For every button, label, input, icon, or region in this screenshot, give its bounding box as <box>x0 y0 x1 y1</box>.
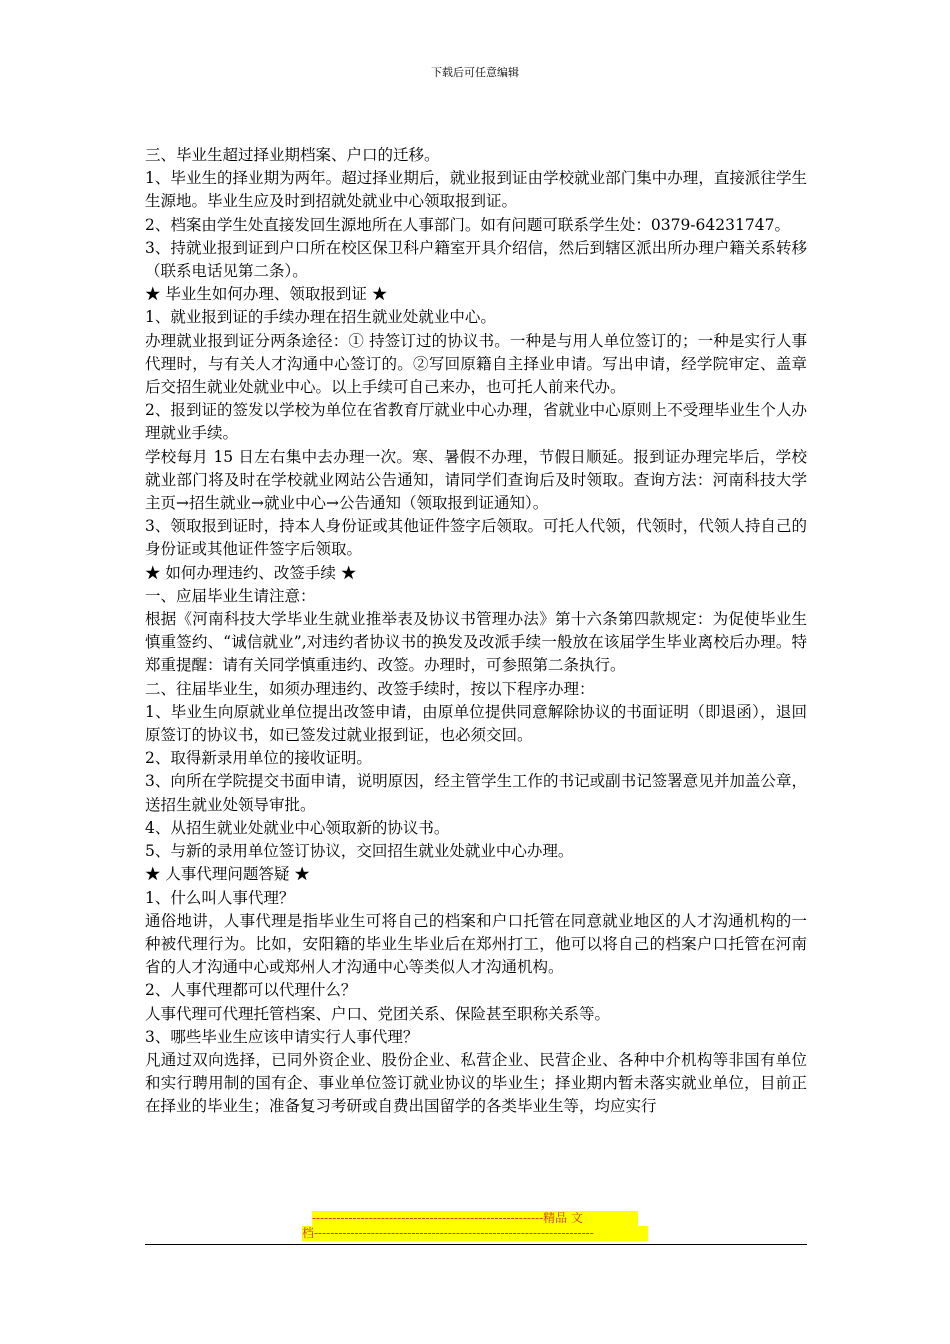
paragraph: 3、哪些毕业生应该申请实行人事代理？ <box>145 1027 419 1046</box>
paragraph: 2、报到证的签发以学校为单位在省教育厅就业中心办理，省就业中心原则上不受理毕业生个人办理就业手续。 <box>145 401 807 443</box>
paragraph: 2、档案由学生处直接发回生源地所在人事部门。如有问题可联系学生处：0379-64231747。 <box>145 215 790 234</box>
paragraph: 2、人事代理都可以代理什么？ <box>145 981 357 1000</box>
page-header: 下载后可任意编辑 <box>431 66 519 79</box>
paragraph: 1、就业报到证的手续办理在招生就业处就业中心。 <box>145 308 496 327</box>
section-heading: ★ 人事代理问题答疑 ★ <box>145 865 310 884</box>
footer-divider <box>145 1244 807 1245</box>
paragraph: 1、毕业生的择业期为两年。超过择业期后，就业报到证由学校就业部门集中办理，直接派往学生生源地。毕业生应及时到招就处就业中心领取报到证。 <box>145 169 807 211</box>
paragraph: 1、毕业生向原就业单位提出改签申请，由原单位提供同意解除协议的书面证明（即退函），退回原签订的协议书，如已签发过就业报到证，也必须交回。 <box>145 702 807 745</box>
section-heading: ★ 如何办理违约、改签手续 ★ <box>145 563 357 582</box>
section-heading: 三、毕业生超过择业期档案、户口的迁移。 <box>145 146 440 164</box>
footer-banner-line: ---------------------------------------------------------精品 文 <box>312 1211 638 1226</box>
paragraph: 二、往届毕业生，如须办理违约、改签手续时，按以下程序办理： <box>145 679 595 698</box>
paragraph: 5、与新的录用单位签订协议，交回招生就业处就业中心办理。 <box>145 842 574 861</box>
paragraph: 办理就业报到证分两条途径：① 持签订过的协议书。一种是与用人单位签订的；一种是实行人事代理时，与有关人才沟通中心签订的。②写回原籍自主择业申请。写出申请，经学院审定、盖章后交招生就业处就业中心。以上手续可自己来办，也可托人前来代办。 <box>145 331 807 397</box>
paragraph: 2、取得新录用单位的接收证明。 <box>145 749 372 768</box>
paragraph: 一、应届毕业生请注意： <box>145 586 316 605</box>
paragraph: 1、什么叫人事代理？ <box>145 888 295 907</box>
paragraph: 4、从招生就业处就业中心领取新的协议书。 <box>145 818 450 837</box>
paragraph: 根据《河南科技大学毕业生就业推举表及协议书管理办法》第十六条第四款规定：为促使毕业生慎重签约、“诚信就业”,对违约者协议书的换发及改派手续一般放在该届学生毕业离校后办理。特郑重提醒：请有关同学慎重违约、改签。办理时，可参照第二条执行。 <box>145 610 807 675</box>
document-body <box>145 144 807 1119</box>
footer-banner-line: 档--------------------------------------------------------------------- <box>302 1226 648 1241</box>
paragraph: 3、向所在学院提交书面申请，说明原因，经主管学生工作的书记或副书记签署意见并加盖公章，送招生就业处领导审批。 <box>145 772 807 814</box>
paragraph: 3、持就业报到证到户口所在校区保卫科户籍室开具介绍信，然后到辖区派出所办理户籍关系转移（联系电话见第二条）。 <box>145 238 807 281</box>
section-heading: ★ 毕业生如何办理、领取报到证 ★ <box>145 285 388 304</box>
paragraph: 学校每月 15 日左右集中去办理一次。寒、暑假不办理，节假日顺延。报到证办理完毕后，学校就业部门将及时在学校就业网站公告通知，请同学们查询后及时领取。查询方法：河南科技大学主页→招生就业→就业中心→公告通知（领取报到证通知）。 <box>145 447 807 513</box>
paragraph: 通俗地讲，人事代理是指毕业生可将自己的档案和户口托管在同意就业地区的人才沟通机构的一种被代理行为。比如，安阳籍的毕业生毕业后在郑州打工，他可以将自己的档案户口托管在河南省的人才沟通中心或郑州人才沟通中心等类似人才沟通机构。 <box>145 911 807 977</box>
paragraph: 人事代理可代理托管档案、户口、党团关系、保险甚至职称关系等。 <box>145 1004 611 1023</box>
paragraph: 3、领取报到证时，持本人身份证或其他证件签字后领取。可托人代领，代领时，代领人持自己的身份证或其他证件签字后领取。 <box>145 517 807 559</box>
paragraph: 凡通过双向选择，已同外资企业、股份企业、私营企业、民营企业、各种中介机构等非国有单位和实行聘用制的国有企、事业单位签订就业协议的毕业生；择业期内暂未落实就业单位，目前正在择业的毕业生；准备复习考研或自费出国留学的各类毕业生等，均应实行 <box>145 1050 807 1116</box>
